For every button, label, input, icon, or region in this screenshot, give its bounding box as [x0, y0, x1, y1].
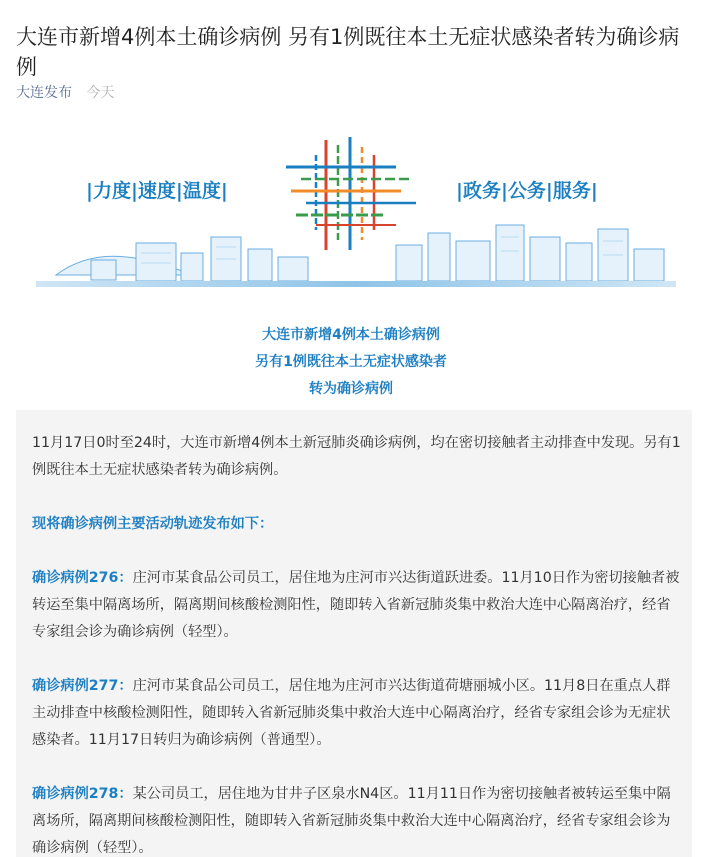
case-text: 庄河市某食品公司员工，居住地为庄河市兴达街道跃进委。11月10日作为密切接触者被转运至集中隔离场所，隔离期间核酸检测阳性，随即转入省新冠肺炎集中救治大连中心隔离治疗，经省专家组会诊为确诊病例（轻型）。	[32, 570, 680, 640]
article-meta	[16, 82, 114, 102]
case-paragraph	[32, 673, 682, 754]
subtitle-line-2: 另有1例既往本土无症状感染者	[255, 354, 447, 370]
content-box	[16, 410, 692, 857]
case-text: 庄河市某食品公司员工，居住地为庄河市兴达街道荷塘丽城小区。11月8日在重点人群主动排查中核酸检测阳性，随即转入省新冠肺炎集中救治大连中心隔离治疗，经省专家组会诊为无症状感染者。11月17日转归为确诊病例（普通型）。	[32, 678, 671, 748]
banner-left-slogan: |力度|速度|温度|	[86, 180, 228, 202]
banner-image	[16, 125, 686, 315]
source-link[interactable]: 大连发布	[16, 85, 72, 101]
banner-right-slogan: |政务|公务|服务|	[456, 180, 598, 202]
ground-line	[36, 281, 676, 287]
case-paragraph	[32, 781, 682, 857]
logo-icon	[286, 137, 416, 250]
publish-time: 今天	[86, 85, 115, 101]
activity-heading: 现将确诊病例主要活动轨迹发布如下：	[32, 516, 274, 532]
article-title: 大连市新增4例本土确诊病例 另有1例既往本土无症状感染者转为确诊病例	[16, 25, 680, 80]
case-paragraph	[32, 565, 682, 646]
subtitle-line-1: 大连市新增4例本土确诊病例	[262, 327, 440, 343]
case-label: 确诊病例276：	[32, 570, 133, 586]
article-subtitle	[0, 322, 702, 403]
subtitle-line-3: 转为确诊病例	[309, 381, 393, 397]
case-text: 某公司员工，居住地为甘井子区泉水N4区。11月11日作为密切接触者被转运至集中隔离场所，隔离期间核酸检测阳性，随即转入省新冠肺炎集中救治大连中心隔离治疗，经省专家组会诊为确诊病例（轻型）。	[32, 786, 671, 856]
case-label: 确诊病例277：	[32, 678, 133, 694]
intro-paragraph: 11月17日0时至24时，大连市新增4例本土新冠肺炎确诊病例，均在密切接触者主动排查中发现。另有1例既往本土无症状感染者转为确诊病例。	[32, 435, 681, 478]
case-label: 确诊病例278：	[32, 786, 133, 802]
